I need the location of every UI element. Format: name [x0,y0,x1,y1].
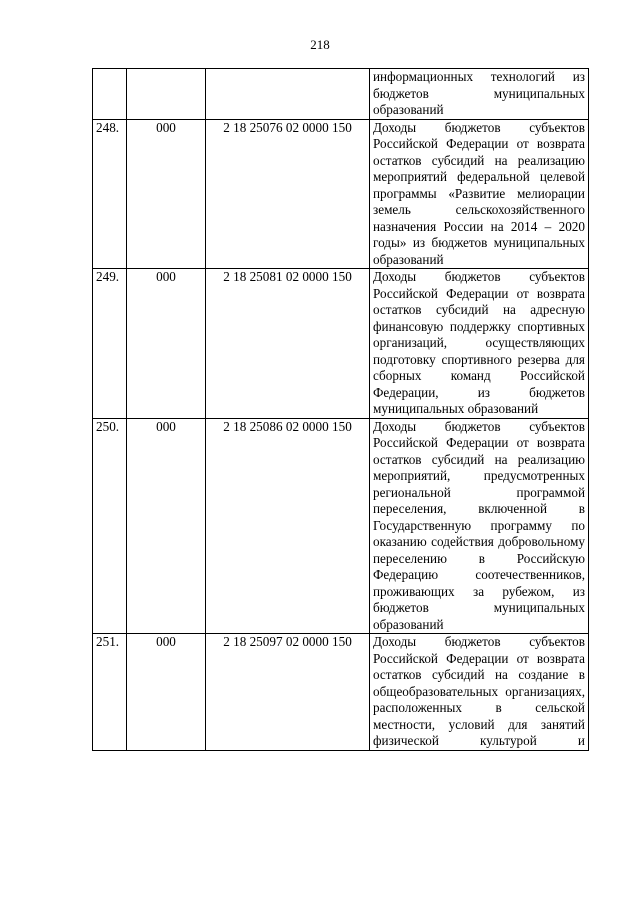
administrator-code: 000 [127,634,206,751]
table-row [93,418,589,634]
budget-codes-table [92,68,589,751]
table-row [93,119,589,269]
table-row [93,634,589,751]
row-number: 249. [93,269,127,419]
revenue-description: Доходы бюджетов субъектов Российской Федерации от возврата остатков субсидий на создание в общеобразовательных организациях, расположенных в сельской местности, условий для занятий физической культурой и [370,634,589,751]
revenue-description: Доходы бюджетов субъектов Российской Федерации от возврата остатков субсидий на реализацию мероприятий, предусмотренных региональной программой переселения, включенной в Государственную программу по оказанию содействия добровольному переселению в Российскую Федерацию соотечественников, проживающих за рубежом, из бюджетов муниципальных образований [370,418,589,634]
row-number: 251. [93,634,127,751]
table-row [93,269,589,419]
page-number: 218 [310,37,330,52]
revenue-description: Доходы бюджетов субъектов Российской Федерации от возврата остатков субсидий на адресную финансовую поддержку спортивных организаций, осуществляющих подготовку спортивного резерва для сборных команд Российской Федерации, из бюджетов муниципальных образований [370,269,589,419]
row-number: 248. [93,119,127,269]
budget-classification-code: 2 18 25076 02 0000 150 [206,119,370,269]
administrator-code [127,69,206,120]
revenue-description: информационных технологий из бюджетов муниципальных образований [370,69,589,120]
administrator-code: 000 [127,119,206,269]
budget-classification-code: 2 18 25086 02 0000 150 [206,418,370,634]
budget-classification-code [206,69,370,120]
row-number: 250. [93,418,127,634]
table-row [93,69,589,120]
row-number [93,69,127,120]
budget-classification-code: 2 18 25081 02 0000 150 [206,269,370,419]
administrator-code: 000 [127,269,206,419]
administrator-code: 000 [127,418,206,634]
revenue-description: Доходы бюджетов субъектов Российской Федерации от возврата остатков субсидий на реализацию мероприятий федеральной целевой программы «Развитие мелиорации земель сельскохозяйственного назначения России на 2014 – 2020 годы» из бюджетов муниципальных образований [370,119,589,269]
budget-classification-code: 2 18 25097 02 0000 150 [206,634,370,751]
